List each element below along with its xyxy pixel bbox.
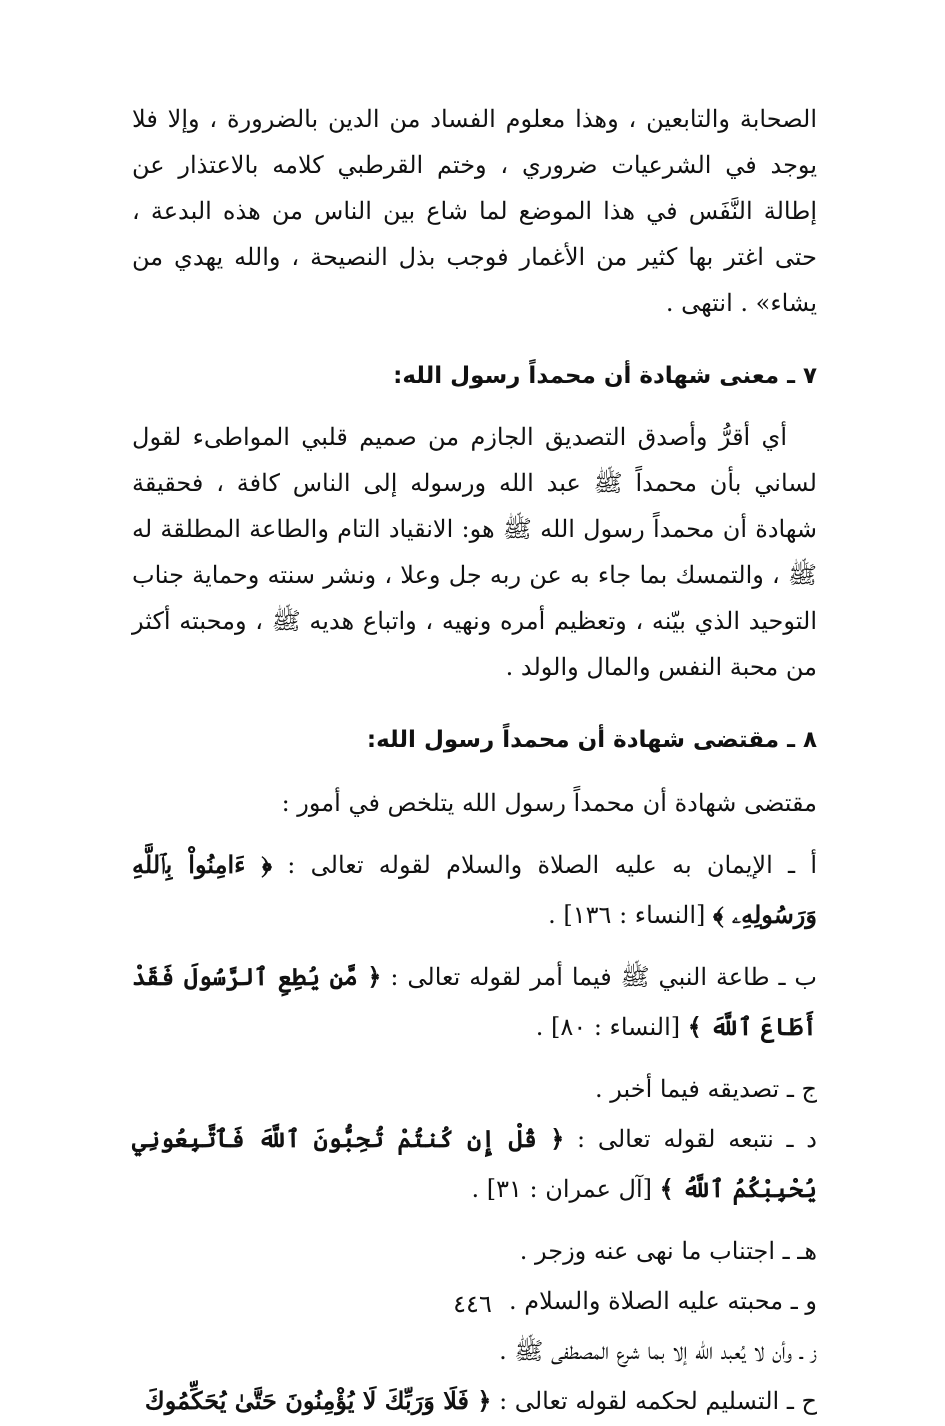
item-b-text: ب ـ طاعة النبي ﷺ فيما أمر لقوله تعالى : [390,963,817,991]
item-a-verse: ﴿ ءَامِنُواْ بِٱللَّهِ وَرَسُولِهِۦ ﴾ [132,850,817,929]
paragraph-meaning-shahada: أي أقرُّ وأصدق التصديق الجازم من صميم قلبي المواطىء لقول لساني بأن محمداً ﷺ عبد الله ورسوله إلى الناس كافة ، فحقيقة شهادة أن محمداً رسول الله ﷺ هو: الانقياد التام والطاعة المطلقة له ﷺ ، والتمسك بما جاء به عن ربه جل وعلا ، ونشر سنته وحماية جناب التوحيد الذي بيّنه ، وتعظيم أمره ونهيه ، واتباع هديه ﷺ ، ومحبته أكثر من محبة النفس والمال والولد . [132,423,817,681]
item-h-verse: ﴿ فَلَا وَرَبِّكَ لَا يُؤْمِنُونَ حَتَّىٰ يُحَكِّمُوكَ [144,1386,492,1415]
item-d-ref: [آل عمران : ٣١] . [471,1175,653,1203]
item-a-ref: [النساء : ١٣٦] . [548,901,706,929]
section-heading-8: ٨ ـ مقتضى شهادة أن محمداً رسول الله: [366,727,817,753]
page-number: ٤٤٦ [453,1290,492,1318]
item-b-verse: ﴿ مَّن يُطِعِ ٱلرَّسُولَ فَقَدْ أَطَاعَ ٱللَّهَ ﴾ [132,962,817,1041]
intro-8: مقتضى شهادة أن محمداً رسول الله يتلخص في أمور : [281,789,817,817]
list-item-w: و ـ محبته عليه الصلاة والسلام . [509,1287,817,1315]
list-item-d [132,1114,817,1214]
list-item-a [132,840,817,940]
list-item-b [132,952,817,1052]
item-d-verse: ﴿ قُلْ إِن كُنتُمْ تُحِبُّونَ ٱللَّهَ فَٱتَّبِعُونِي يُحْبِبْكُمُ ٱللَّهُ ﴾ [132,1124,817,1203]
item-a-text: أ ـ الإيمان به عليه الصلاة والسلام لقوله تعالى : [287,851,817,879]
list-item-h [132,1376,817,1426]
list-item-e: هـ ـ اجتناب ما نهى عنه وزجر . [519,1237,817,1265]
section-heading-7: ٧ ـ معنى شهادة أن محمداً رسول الله: [393,363,817,389]
item-h-text: ح ـ التسليم لحكمه لقوله تعالى : [499,1387,817,1415]
page-body [132,96,817,1426]
paragraph-continuation: الصحابة والتابعين ، وهذا معلوم الفساد من الدين بالضرورة ، وإلا فلا يوجد في الشرعيات ضروري ، وختم القرطبي كلامه بالاعتذار عن إطالة النَّفَس في هذا الموضع لما شاع بين الناس من هذه البدعة ، حتى اغتر بها كثير من الأغمار فوجب بذل النصيحة ، والله يهدي من يشاء» . انتهى . [132,105,817,317]
list-item-c: ج ـ تصديقه فيما أخبر . [595,1075,817,1103]
item-d-text: د ـ نتبعه لقوله تعالى : [577,1125,817,1153]
list-item-z: ز ـ وأن لا يُعبد الله إلا بما شرع المصطفى ﷺ . [499,1337,817,1365]
item-b-ref: [النساء : ٨٠] . [535,1013,681,1041]
